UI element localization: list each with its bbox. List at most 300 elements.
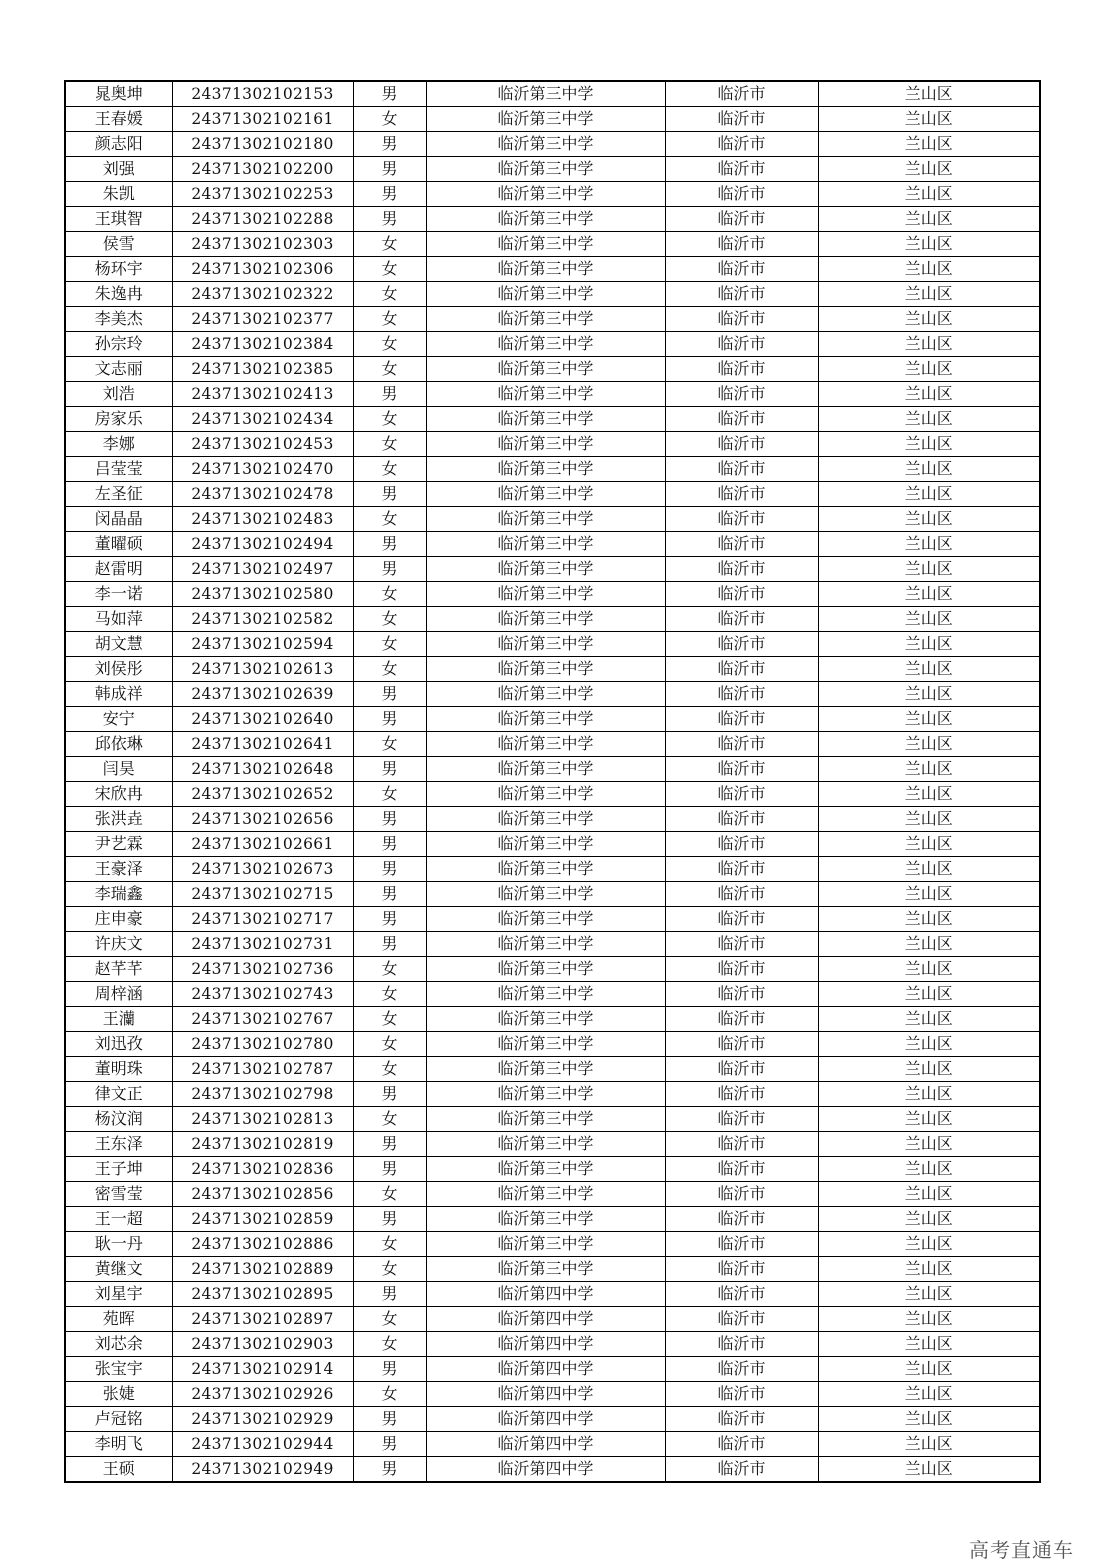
district-cell: 兰山区: [818, 557, 1040, 582]
table-row: [65, 807, 1040, 832]
city-cell: 临沂市: [665, 407, 818, 432]
gender-cell: 女: [353, 657, 426, 682]
school-cell: 临沂第三中学: [426, 957, 665, 982]
name-cell: 苑晖: [65, 1307, 172, 1332]
table-row: [65, 582, 1040, 607]
school-cell: 临沂第三中学: [426, 282, 665, 307]
school-cell: 临沂第三中学: [426, 807, 665, 832]
exam-id-cell: 24371302102895: [172, 1282, 353, 1307]
city-cell: 临沂市: [665, 957, 818, 982]
city-cell: 临沂市: [665, 757, 818, 782]
exam-id-cell: 24371302102494: [172, 532, 353, 557]
city-cell: 临沂市: [665, 857, 818, 882]
city-cell: 临沂市: [665, 1057, 818, 1082]
district-cell: 兰山区: [818, 132, 1040, 157]
gender-cell: 女: [353, 1382, 426, 1407]
district-cell: 兰山区: [818, 1132, 1040, 1157]
gender-cell: 女: [353, 1232, 426, 1257]
gender-cell: 男: [353, 882, 426, 907]
table-row: [65, 1307, 1040, 1332]
gender-cell: 女: [353, 1257, 426, 1282]
gender-cell: 男: [353, 557, 426, 582]
gender-cell: 女: [353, 507, 426, 532]
gender-cell: 女: [353, 1307, 426, 1332]
city-cell: 临沂市: [665, 582, 818, 607]
school-cell: 临沂第三中学: [426, 732, 665, 757]
gender-cell: 男: [353, 482, 426, 507]
table-row: [65, 907, 1040, 932]
school-cell: 临沂第四中学: [426, 1307, 665, 1332]
table-row: [65, 107, 1040, 132]
city-cell: 临沂市: [665, 207, 818, 232]
school-cell: 临沂第三中学: [426, 382, 665, 407]
name-cell: 刘浩: [65, 382, 172, 407]
gender-cell: 女: [353, 432, 426, 457]
district-cell: 兰山区: [818, 1007, 1040, 1032]
exam-id-cell: 24371302102736: [172, 957, 353, 982]
gender-cell: 男: [353, 207, 426, 232]
exam-id-cell: 24371302102944: [172, 1432, 353, 1457]
city-cell: 临沂市: [665, 1357, 818, 1382]
school-cell: 临沂第三中学: [426, 107, 665, 132]
city-cell: 临沂市: [665, 157, 818, 182]
name-cell: 闵晶晶: [65, 507, 172, 532]
district-cell: 兰山区: [818, 81, 1040, 107]
name-cell: 李美杰: [65, 307, 172, 332]
city-cell: 临沂市: [665, 707, 818, 732]
exam-id-cell: 24371302102161: [172, 107, 353, 132]
school-cell: 临沂第三中学: [426, 1057, 665, 1082]
city-cell: 临沂市: [665, 1307, 818, 1332]
district-cell: 兰山区: [818, 982, 1040, 1007]
city-cell: 临沂市: [665, 1407, 818, 1432]
table-row: [65, 1157, 1040, 1182]
city-cell: 临沂市: [665, 1432, 818, 1457]
table-row: [65, 882, 1040, 907]
watermark-text: 高考直通车: [969, 1538, 1074, 1562]
name-cell: 律文正: [65, 1082, 172, 1107]
exam-id-cell: 24371302102497: [172, 557, 353, 582]
roster-body: [65, 81, 1040, 1482]
name-cell: 安宁: [65, 707, 172, 732]
name-cell: 胡文慧: [65, 632, 172, 657]
city-cell: 临沂市: [665, 1457, 818, 1483]
city-cell: 临沂市: [665, 432, 818, 457]
district-cell: 兰山区: [818, 657, 1040, 682]
name-cell: 卢冠铭: [65, 1407, 172, 1432]
table-row: [65, 1357, 1040, 1382]
district-cell: 兰山区: [818, 1382, 1040, 1407]
gender-cell: 男: [353, 132, 426, 157]
exam-id-cell: 24371302102926: [172, 1382, 353, 1407]
district-cell: 兰山区: [818, 482, 1040, 507]
school-cell: 临沂第三中学: [426, 482, 665, 507]
school-cell: 临沂第三中学: [426, 582, 665, 607]
city-cell: 临沂市: [665, 182, 818, 207]
name-cell: 李娜: [65, 432, 172, 457]
district-cell: 兰山区: [818, 207, 1040, 232]
table-row: [65, 1032, 1040, 1057]
district-cell: 兰山区: [818, 1457, 1040, 1483]
name-cell: 王灡: [65, 1007, 172, 1032]
table-row: [65, 632, 1040, 657]
exam-id-cell: 24371302102582: [172, 607, 353, 632]
district-cell: 兰山区: [818, 432, 1040, 457]
exam-id-cell: 24371302102641: [172, 732, 353, 757]
school-cell: 临沂第三中学: [426, 707, 665, 732]
table-row: [65, 982, 1040, 1007]
school-cell: 临沂第三中学: [426, 507, 665, 532]
city-cell: 临沂市: [665, 1332, 818, 1357]
exam-id-cell: 24371302102652: [172, 782, 353, 807]
school-cell: 临沂第三中学: [426, 407, 665, 432]
name-cell: 刘星宇: [65, 1282, 172, 1307]
gender-cell: 男: [353, 1132, 426, 1157]
exam-id-cell: 24371302102483: [172, 507, 353, 532]
exam-id-cell: 24371302102384: [172, 332, 353, 357]
gender-cell: 男: [353, 832, 426, 857]
gender-cell: 男: [353, 157, 426, 182]
name-cell: 张婕: [65, 1382, 172, 1407]
table-row: [65, 507, 1040, 532]
exam-id-cell: 24371302102613: [172, 657, 353, 682]
gender-cell: 男: [353, 382, 426, 407]
table-row: [65, 1232, 1040, 1257]
name-cell: 闫昊: [65, 757, 172, 782]
exam-id-cell: 24371302102434: [172, 407, 353, 432]
district-cell: 兰山区: [818, 732, 1040, 757]
school-cell: 临沂第三中学: [426, 607, 665, 632]
district-cell: 兰山区: [818, 1107, 1040, 1132]
name-cell: 杨汶润: [65, 1107, 172, 1132]
school-cell: 临沂第三中学: [426, 1257, 665, 1282]
name-cell: 邱依琳: [65, 732, 172, 757]
gender-cell: 女: [353, 782, 426, 807]
school-cell: 临沂第三中学: [426, 932, 665, 957]
exam-id-cell: 24371302102453: [172, 432, 353, 457]
district-cell: 兰山区: [818, 932, 1040, 957]
table-row: [65, 607, 1040, 632]
exam-id-cell: 24371302102787: [172, 1057, 353, 1082]
school-cell: 临沂第三中学: [426, 557, 665, 582]
school-cell: 临沂第三中学: [426, 1082, 665, 1107]
gender-cell: 女: [353, 1007, 426, 1032]
school-cell: 临沂第三中学: [426, 1107, 665, 1132]
table-row: [65, 432, 1040, 457]
city-cell: 临沂市: [665, 657, 818, 682]
table-row: [65, 382, 1040, 407]
gender-cell: 男: [353, 932, 426, 957]
name-cell: 张洪垚: [65, 807, 172, 832]
table-row: [65, 757, 1040, 782]
exam-id-cell: 24371302102656: [172, 807, 353, 832]
city-cell: 临沂市: [665, 357, 818, 382]
table-row: [65, 407, 1040, 432]
district-cell: 兰山区: [818, 957, 1040, 982]
table-row: [65, 257, 1040, 282]
school-cell: 临沂第三中学: [426, 782, 665, 807]
school-cell: 临沂第三中学: [426, 682, 665, 707]
school-cell: 临沂第四中学: [426, 1332, 665, 1357]
exam-id-cell: 24371302102949: [172, 1457, 353, 1483]
gender-cell: 男: [353, 532, 426, 557]
name-cell: 王东泽: [65, 1132, 172, 1157]
exam-id-cell: 24371302102856: [172, 1182, 353, 1207]
exam-id-cell: 24371302102813: [172, 1107, 353, 1132]
table-row: [65, 1007, 1040, 1032]
exam-id-cell: 24371302102580: [172, 582, 353, 607]
city-cell: 临沂市: [665, 1382, 818, 1407]
district-cell: 兰山区: [818, 107, 1040, 132]
name-cell: 宋欣冉: [65, 782, 172, 807]
school-cell: 临沂第三中学: [426, 307, 665, 332]
school-cell: 临沂第四中学: [426, 1357, 665, 1382]
table-row: [65, 1207, 1040, 1232]
name-cell: 朱凯: [65, 182, 172, 207]
name-cell: 杨环宇: [65, 257, 172, 282]
school-cell: 临沂第三中学: [426, 132, 665, 157]
district-cell: 兰山区: [818, 232, 1040, 257]
gender-cell: 女: [353, 282, 426, 307]
gender-cell: 女: [353, 982, 426, 1007]
table-row: [65, 1432, 1040, 1457]
name-cell: 赵雷明: [65, 557, 172, 582]
table-row: [65, 357, 1040, 382]
name-cell: 赵芊芊: [65, 957, 172, 982]
city-cell: 临沂市: [665, 532, 818, 557]
name-cell: 王硕: [65, 1457, 172, 1483]
exam-id-cell: 24371302102903: [172, 1332, 353, 1357]
name-cell: 李明飞: [65, 1432, 172, 1457]
name-cell: 韩成祥: [65, 682, 172, 707]
exam-id-cell: 24371302102859: [172, 1207, 353, 1232]
exam-id-cell: 24371302102661: [172, 832, 353, 857]
table-row: [65, 682, 1040, 707]
district-cell: 兰山区: [818, 1182, 1040, 1207]
table-row: [65, 1182, 1040, 1207]
name-cell: 张宝宇: [65, 1357, 172, 1382]
district-cell: 兰山区: [818, 357, 1040, 382]
name-cell: 朱逸冉: [65, 282, 172, 307]
exam-id-cell: 24371302102929: [172, 1407, 353, 1432]
school-cell: 临沂第三中学: [426, 657, 665, 682]
gender-cell: 女: [353, 582, 426, 607]
city-cell: 临沂市: [665, 632, 818, 657]
school-cell: 临沂第三中学: [426, 982, 665, 1007]
district-cell: 兰山区: [818, 1032, 1040, 1057]
table-row: [65, 332, 1040, 357]
city-cell: 临沂市: [665, 132, 818, 157]
gender-cell: 女: [353, 107, 426, 132]
table-row: [65, 307, 1040, 332]
gender-cell: 男: [353, 757, 426, 782]
city-cell: 临沂市: [665, 882, 818, 907]
city-cell: 临沂市: [665, 807, 818, 832]
district-cell: 兰山区: [818, 582, 1040, 607]
gender-cell: 男: [353, 857, 426, 882]
district-cell: 兰山区: [818, 507, 1040, 532]
school-cell: 临沂第四中学: [426, 1407, 665, 1432]
school-cell: 临沂第三中学: [426, 1132, 665, 1157]
district-cell: 兰山区: [818, 1082, 1040, 1107]
school-cell: 临沂第四中学: [426, 1282, 665, 1307]
name-cell: 周梓涵: [65, 982, 172, 1007]
table-row: [65, 1382, 1040, 1407]
name-cell: 王春媛: [65, 107, 172, 132]
table-row: [65, 732, 1040, 757]
exam-id-cell: 24371302102303: [172, 232, 353, 257]
exam-id-cell: 24371302102897: [172, 1307, 353, 1332]
name-cell: 孙宗玲: [65, 332, 172, 357]
table-row: [65, 532, 1040, 557]
name-cell: 尹艺霖: [65, 832, 172, 857]
city-cell: 临沂市: [665, 457, 818, 482]
school-cell: 临沂第三中学: [426, 1182, 665, 1207]
roster-table: [64, 80, 1041, 1483]
school-cell: 临沂第三中学: [426, 182, 665, 207]
gender-cell: 女: [353, 332, 426, 357]
district-cell: 兰山区: [818, 1257, 1040, 1282]
exam-id-cell: 24371302102889: [172, 1257, 353, 1282]
name-cell: 左圣征: [65, 482, 172, 507]
name-cell: 李一诺: [65, 582, 172, 607]
table-row: [65, 282, 1040, 307]
city-cell: 临沂市: [665, 332, 818, 357]
gender-cell: 男: [353, 807, 426, 832]
exam-id-cell: 24371302102594: [172, 632, 353, 657]
name-cell: 刘芯余: [65, 1332, 172, 1357]
table-row: [65, 132, 1040, 157]
name-cell: 刘强: [65, 157, 172, 182]
gender-cell: 男: [353, 1207, 426, 1232]
district-cell: 兰山区: [818, 857, 1040, 882]
exam-id-cell: 24371302102322: [172, 282, 353, 307]
table-row: [65, 157, 1040, 182]
city-cell: 临沂市: [665, 1207, 818, 1232]
gender-cell: 男: [353, 1082, 426, 1107]
exam-id-cell: 24371302102836: [172, 1157, 353, 1182]
table-row: [65, 207, 1040, 232]
table-row: [65, 1282, 1040, 1307]
table-row: [65, 857, 1040, 882]
city-cell: 临沂市: [665, 282, 818, 307]
school-cell: 临沂第三中学: [426, 157, 665, 182]
exam-id-cell: 24371302102717: [172, 907, 353, 932]
gender-cell: 女: [353, 1332, 426, 1357]
school-cell: 临沂第三中学: [426, 1157, 665, 1182]
school-cell: 临沂第三中学: [426, 81, 665, 107]
name-cell: 王一超: [65, 1207, 172, 1232]
district-cell: 兰山区: [818, 807, 1040, 832]
gender-cell: 女: [353, 1107, 426, 1132]
table-row: [65, 657, 1040, 682]
table-row: [65, 232, 1040, 257]
school-cell: 临沂第四中学: [426, 1457, 665, 1483]
name-cell: 董明珠: [65, 1057, 172, 1082]
school-cell: 临沂第四中学: [426, 1382, 665, 1407]
exam-id-cell: 24371302102780: [172, 1032, 353, 1057]
gender-cell: 女: [353, 357, 426, 382]
city-cell: 临沂市: [665, 1182, 818, 1207]
city-cell: 临沂市: [665, 81, 818, 107]
exam-id-cell: 24371302102377: [172, 307, 353, 332]
exam-id-cell: 24371302102470: [172, 457, 353, 482]
district-cell: 兰山区: [818, 1307, 1040, 1332]
district-cell: 兰山区: [818, 157, 1040, 182]
district-cell: 兰山区: [818, 1157, 1040, 1182]
city-cell: 临沂市: [665, 1257, 818, 1282]
name-cell: 马如萍: [65, 607, 172, 632]
exam-id-cell: 24371302102648: [172, 757, 353, 782]
district-cell: 兰山区: [818, 382, 1040, 407]
district-cell: 兰山区: [818, 457, 1040, 482]
exam-id-cell: 24371302102306: [172, 257, 353, 282]
city-cell: 临沂市: [665, 557, 818, 582]
name-cell: 密雪莹: [65, 1182, 172, 1207]
school-cell: 临沂第三中学: [426, 532, 665, 557]
table-row: [65, 1257, 1040, 1282]
exam-id-cell: 24371302102914: [172, 1357, 353, 1382]
gender-cell: 男: [353, 1282, 426, 1307]
district-cell: 兰山区: [818, 707, 1040, 732]
district-cell: 兰山区: [818, 907, 1040, 932]
city-cell: 临沂市: [665, 107, 818, 132]
district-cell: 兰山区: [818, 1432, 1040, 1457]
table-row: [65, 1082, 1040, 1107]
table-row: [65, 81, 1040, 107]
table-row: [65, 1407, 1040, 1432]
name-cell: 王琪智: [65, 207, 172, 232]
school-cell: 临沂第三中学: [426, 907, 665, 932]
exam-id-cell: 24371302102767: [172, 1007, 353, 1032]
gender-cell: 女: [353, 307, 426, 332]
name-cell: 侯雪: [65, 232, 172, 257]
school-cell: 临沂第三中学: [426, 1032, 665, 1057]
name-cell: 庄申豪: [65, 907, 172, 932]
district-cell: 兰山区: [818, 282, 1040, 307]
table-row: [65, 832, 1040, 857]
school-cell: 临沂第三中学: [426, 207, 665, 232]
city-cell: 临沂市: [665, 832, 818, 857]
district-cell: 兰山区: [818, 607, 1040, 632]
name-cell: 吕莹莹: [65, 457, 172, 482]
exam-id-cell: 24371302102385: [172, 357, 353, 382]
gender-cell: 男: [353, 1457, 426, 1483]
table-row: [65, 707, 1040, 732]
exam-id-cell: 24371302102886: [172, 1232, 353, 1257]
district-cell: 兰山区: [818, 882, 1040, 907]
school-cell: 临沂第三中学: [426, 357, 665, 382]
exam-id-cell: 24371302102819: [172, 1132, 353, 1157]
gender-cell: 女: [353, 407, 426, 432]
gender-cell: 男: [353, 1157, 426, 1182]
table-row: [65, 782, 1040, 807]
district-cell: 兰山区: [818, 257, 1040, 282]
gender-cell: 女: [353, 257, 426, 282]
exam-id-cell: 24371302102200: [172, 157, 353, 182]
name-cell: 文志丽: [65, 357, 172, 382]
city-cell: 临沂市: [665, 1032, 818, 1057]
gender-cell: 男: [353, 682, 426, 707]
school-cell: 临沂第三中学: [426, 757, 665, 782]
gender-cell: 女: [353, 457, 426, 482]
gender-cell: 女: [353, 1057, 426, 1082]
table-row: [65, 1132, 1040, 1157]
city-cell: 临沂市: [665, 232, 818, 257]
exam-id-cell: 24371302102731: [172, 932, 353, 957]
table-row: [65, 1057, 1040, 1082]
gender-cell: 女: [353, 732, 426, 757]
